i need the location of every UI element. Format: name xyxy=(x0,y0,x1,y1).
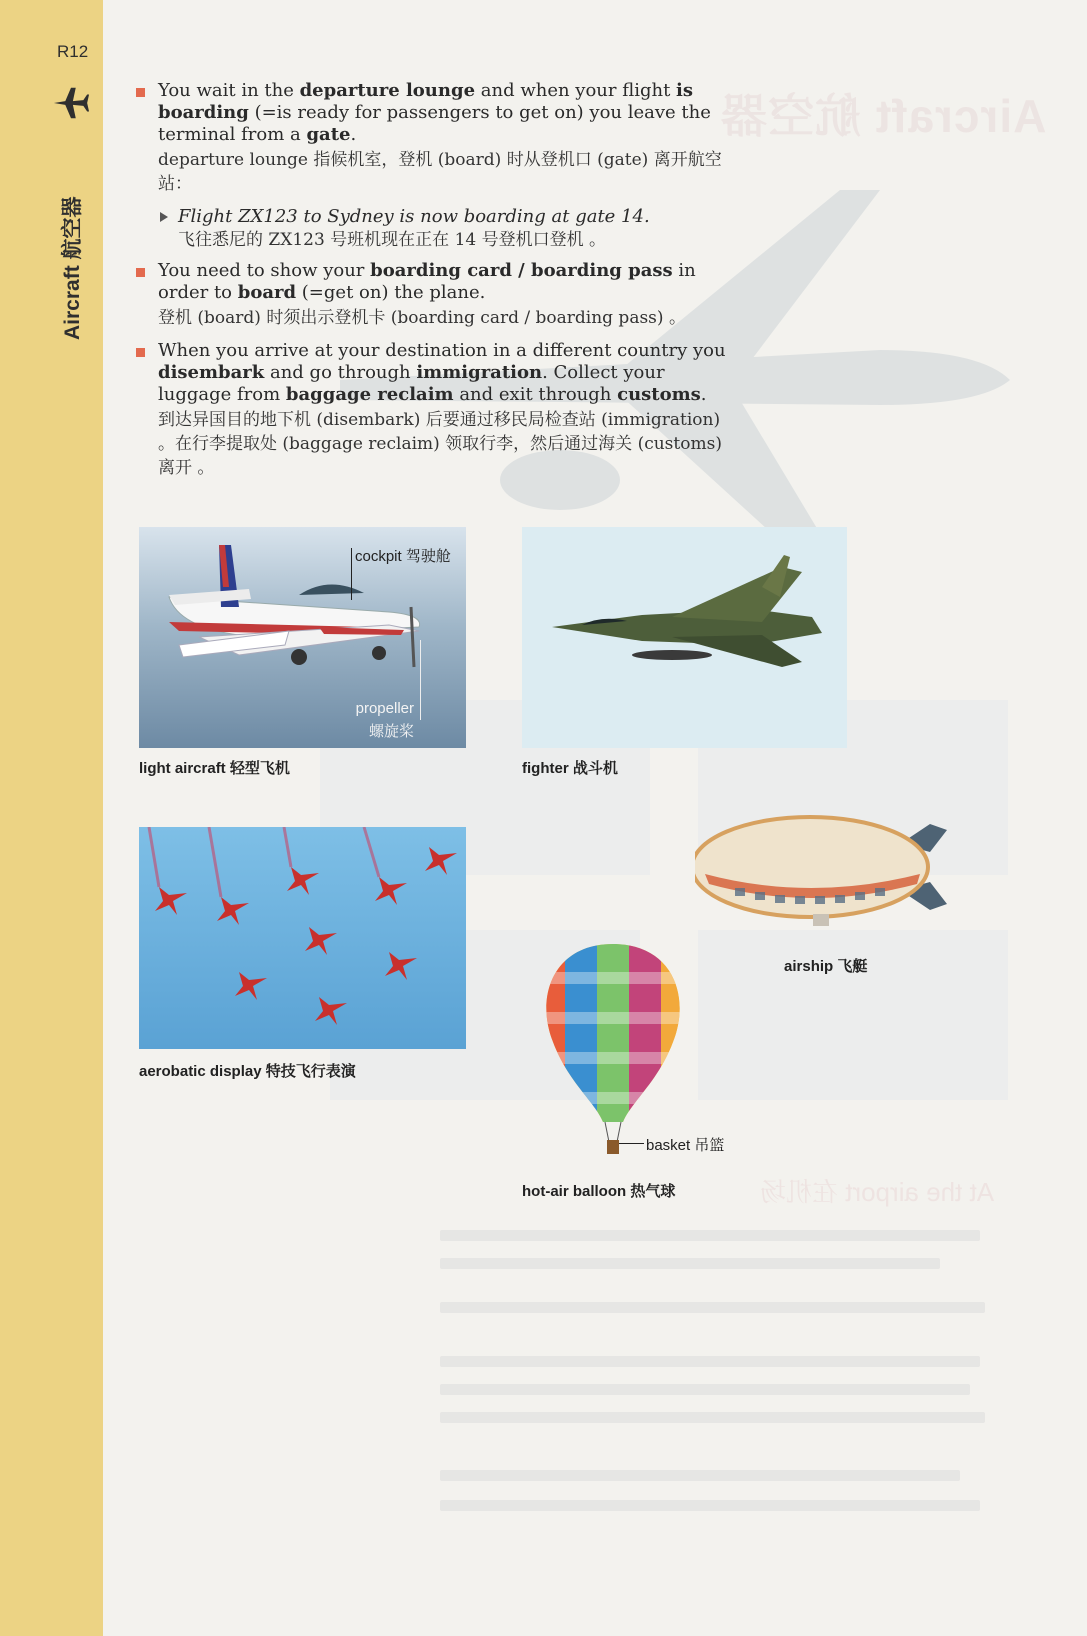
bullet-text-zh: 登机 (board) 时须出示登机卡 (boarding card / boarding pass) 。 xyxy=(158,308,686,328)
bullet-text-en: You need to show your boarding card / boarding pass in order to board (=get on) the plane. xyxy=(158,260,696,303)
photo-caption: hot-air balloon 热气球 xyxy=(522,1183,676,1200)
leader-line xyxy=(619,1143,644,1144)
show-through-line xyxy=(440,1356,980,1367)
list-item xyxy=(136,340,736,480)
section-title: Aircraft 航空器 xyxy=(61,196,84,340)
callout-cockpit: cockpit 驾驶舱 xyxy=(355,548,451,565)
show-through-line xyxy=(440,1302,985,1313)
bullet-square-icon xyxy=(136,268,145,277)
fighter-photo xyxy=(522,527,847,748)
airplane-icon xyxy=(52,84,90,122)
photo-caption: light aircraft 轻型飞机 xyxy=(139,760,290,777)
example-zh: 飞往悉尼的 ZX123 号班机现在正在 14 号登机口登机 。 xyxy=(178,230,607,250)
show-through-line xyxy=(440,1470,960,1481)
bullet-text-en: When you arrive at your destination in a different country you disembark and go through immigration. Collect your luggage from baggage reclaim and exit through customs. xyxy=(158,340,726,405)
show-through-heading: At the airport 在机场 xyxy=(760,1177,995,1207)
aerobatic-display-photo xyxy=(139,827,466,1049)
show-through-line xyxy=(440,1500,980,1511)
bullet-list xyxy=(136,80,736,490)
photo-caption: aerobatic display 特技飞行表演 xyxy=(139,1063,356,1080)
show-through-line xyxy=(440,1230,980,1241)
photo-caption: airship 飞艇 xyxy=(784,958,868,975)
photo-caption: fighter 战斗机 xyxy=(522,760,618,777)
show-through-line xyxy=(440,1384,970,1395)
bullet-square-icon xyxy=(136,348,145,357)
page-number: R12 xyxy=(57,42,89,61)
leader-line xyxy=(420,640,421,720)
bullet-text-zh: 到达异国目的地下机 (disembark) 后要通过移民局检查站 (immigration) 。在行李提取处 (baggage reclaim) 领取行李，然后通过海关 (customs) 离开 。 xyxy=(158,410,722,478)
leader-line xyxy=(351,548,352,600)
list-item xyxy=(136,260,736,330)
bullet-text-zh: departure lounge 指候机室，登机 (board) 时从登机口 (gate) 离开航空站： xyxy=(158,150,722,194)
bullet-text-en: You wait in the departure lounge and when your flight is boarding (=is ready for passengers to get on) you leave the terminal from a gate. xyxy=(158,80,711,145)
aerobatic-drawing xyxy=(139,827,466,1049)
show-through-line xyxy=(440,1412,985,1423)
callout-basket: basket 吊篮 xyxy=(646,1137,725,1154)
bullet-square-icon xyxy=(136,88,145,97)
triangle-pointer-icon xyxy=(160,212,168,222)
airship-photo xyxy=(695,812,955,932)
show-through-title: Aircraft 航空器 xyxy=(720,90,1047,142)
example-en: Flight ZX123 to Sydney is now boarding at gate 14. xyxy=(178,206,650,227)
section-sidebar xyxy=(0,0,103,1636)
callout-propeller-en: propeller xyxy=(355,700,414,717)
example-sentence xyxy=(158,206,736,252)
hot-air-balloon-photo xyxy=(533,942,693,1162)
list-item xyxy=(136,80,736,196)
show-through-line xyxy=(440,1258,940,1269)
callout-propeller-zh: 螺旋桨 xyxy=(368,723,414,740)
fighter-drawing xyxy=(522,527,847,748)
